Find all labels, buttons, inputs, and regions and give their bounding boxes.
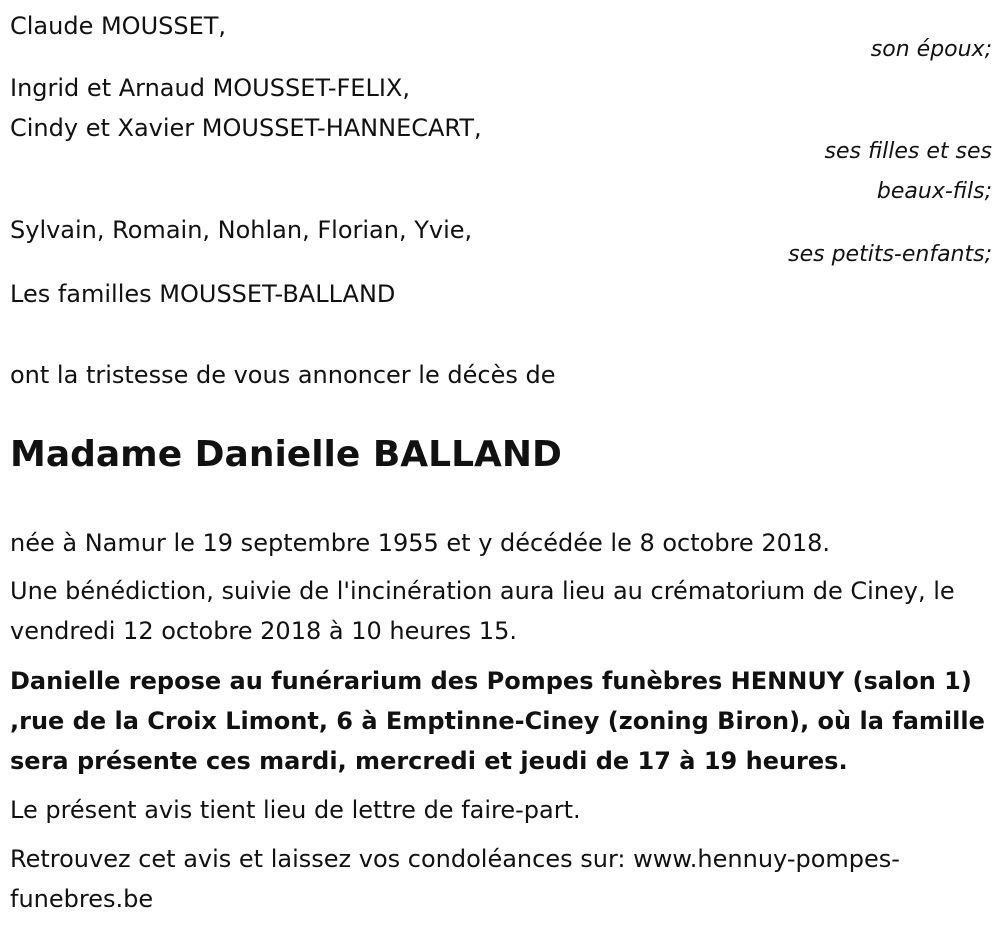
spouse-role: son époux; [870, 37, 992, 62]
spouse-name: Claude MOUSSET, [10, 12, 227, 40]
daughter-couple-1: Ingrid et Arnaud MOUSSET-FELIX, [10, 74, 410, 102]
birth-death-text: née à Namur le 19 septembre 1955 et y décédée le 8 octobre 2018. [10, 529, 831, 557]
daughters-role-2: beaux-fils; [876, 179, 992, 204]
announcement-text: ont la tristesse de vous annoncer le décès de [10, 361, 556, 389]
daughter-couple-2: Cindy et Xavier MOUSSET-HANNECART, [10, 114, 482, 142]
notice-text: Le présent avis tient lieu de lettre de faire-part. [10, 796, 581, 824]
deceased-name: Madame Danielle BALLAND [10, 434, 562, 475]
families-line: Les familles MOUSSET-BALLAND [10, 280, 396, 308]
condolences-text: Retrouvez cet avis et laissez vos condoléances sur: www.hennuy-pompes-funebres.be [10, 845, 900, 913]
ceremony-text: Une bénédiction, suivie de l'incinération aura lieu au crématorium de Ciney, le vendredi 12 octobre 2018 à 10 heures 15. [10, 577, 955, 645]
grandchildren-names: Sylvain, Romain, Nohlan, Florian, Yvie, [10, 216, 473, 244]
daughters-role-1: ses filles et ses [824, 139, 992, 164]
visitation-text: Danielle repose au funérarium des Pompes funèbres HENNUY (salon 1) ,rue de la Croix Limont, 6 à Emptinne-Ciney (zoning Biron), où la famille sera présente ces mardi, mercredi et jeudi de 17 à 19 heures. [10, 667, 985, 775]
grandchildren-role: ses petits-enfants; [788, 242, 992, 267]
